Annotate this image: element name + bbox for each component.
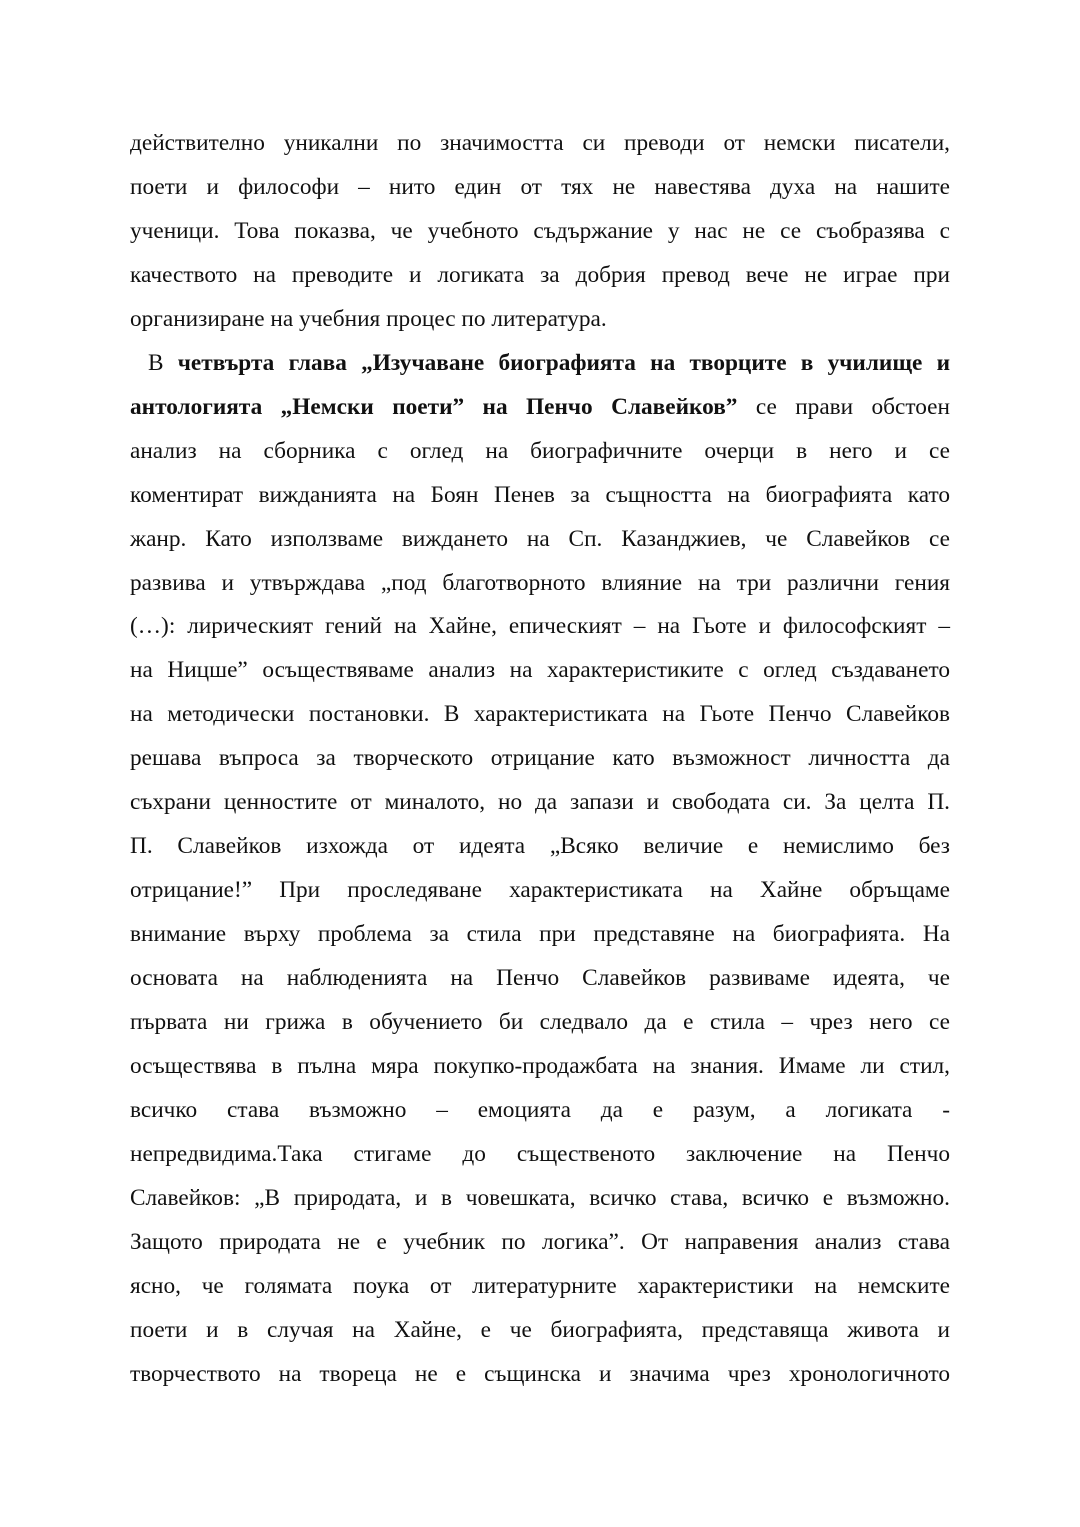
text-line: творчеството на твореца не е същинска и значима чрез хронологичното (130, 1360, 950, 1387)
text-line: организиране на учебния процес по литература. (130, 305, 607, 332)
text-line: жанр. Като използваме виждането на Сп. Казанджиев, че Славейков се (130, 525, 950, 552)
text-line: ясно, че голямата поука от литературните характеристики на немските (130, 1272, 950, 1299)
text-line: П. Славейков изхожда от идеята „Всяко величие е немислимо без (130, 833, 950, 860)
text-line: съхрани ценностите от миналото, но да запази и свободата си. За целта П. (130, 789, 950, 816)
chapter-heading-bold: четвърта глава „Изучаване биографията на творците в училище и (177, 349, 950, 376)
text-line: поети и в случая на Хайне, е че биографията, представяща живота и (130, 1316, 950, 1343)
text-line: (…): лирическият гений на Хайне, епическият – на Гьоте и философският – (130, 613, 950, 640)
text-line: действително уникални по значимостта си преводи от немски писатели, (130, 130, 950, 156)
after-bold-text: се прави обстоен (737, 393, 950, 420)
text-line (130, 342, 950, 386)
text-line: решава въпроса за творческото отрицание като възможност личността да (130, 745, 950, 772)
paragraph-1 (130, 122, 950, 342)
text-line: коментират вижданията на Боян Пенев за същността на биографията като (130, 481, 950, 508)
paragraph-2 (130, 342, 950, 1397)
text-line: поети и философи – нито един от тях не навестява духа на нашите (130, 173, 950, 200)
document-page (130, 122, 950, 1397)
text-line: Защото природата не е учебник по логика”. От направения анализ става (130, 1228, 950, 1255)
text-line: осъществява в пълна мяра покупко-продажбата на знания. Имаме ли стил, (130, 1053, 950, 1080)
text-line: Славейков: „В природата, и в човешката, всичко става, всичко е възможно. (130, 1184, 950, 1211)
text-line: на Ницше” осъществяваме анализ на характеристиките с оглед създаването (130, 657, 950, 684)
text-line: на методически постановки. В характеристиката на Гьоте Пенчо Славейков (130, 701, 950, 728)
text-line: анализ на сборника с оглед на биографичните очерци в него и се (130, 437, 950, 464)
lead-text: В (148, 349, 178, 376)
text-line: ученици. Това показва, че учебното съдържание у нас не се съобразява с (130, 217, 950, 244)
anthology-title-bold: антологията „Немски поети” на Пенчо Славейков” (130, 393, 738, 420)
text-line: качеството на преводите и логиката за добрия превод вече не играе при (130, 261, 950, 288)
text-line: непредвидима.Така стигаме до същественото заключение на Пенчо (130, 1140, 950, 1167)
text-line: отрицание!” При проследяване характеристиката на Хайне обръщаме (130, 877, 950, 904)
text-line: всичко става възможно – емоцията да е разум, а логиката - (130, 1096, 950, 1123)
text-line: развива и утвърждава „под благотворното влияние на три различни гения (130, 569, 950, 596)
text-line (130, 386, 950, 430)
text-line: първата ни грижа в обучението би следвало да е стила – чрез него се (130, 1009, 950, 1036)
text-line: внимание върху проблема за стила при представяне на биографията. На (130, 921, 950, 948)
text-line: основата на наблюденията на Пенчо Славейков развиваме идеята, че (130, 965, 950, 992)
